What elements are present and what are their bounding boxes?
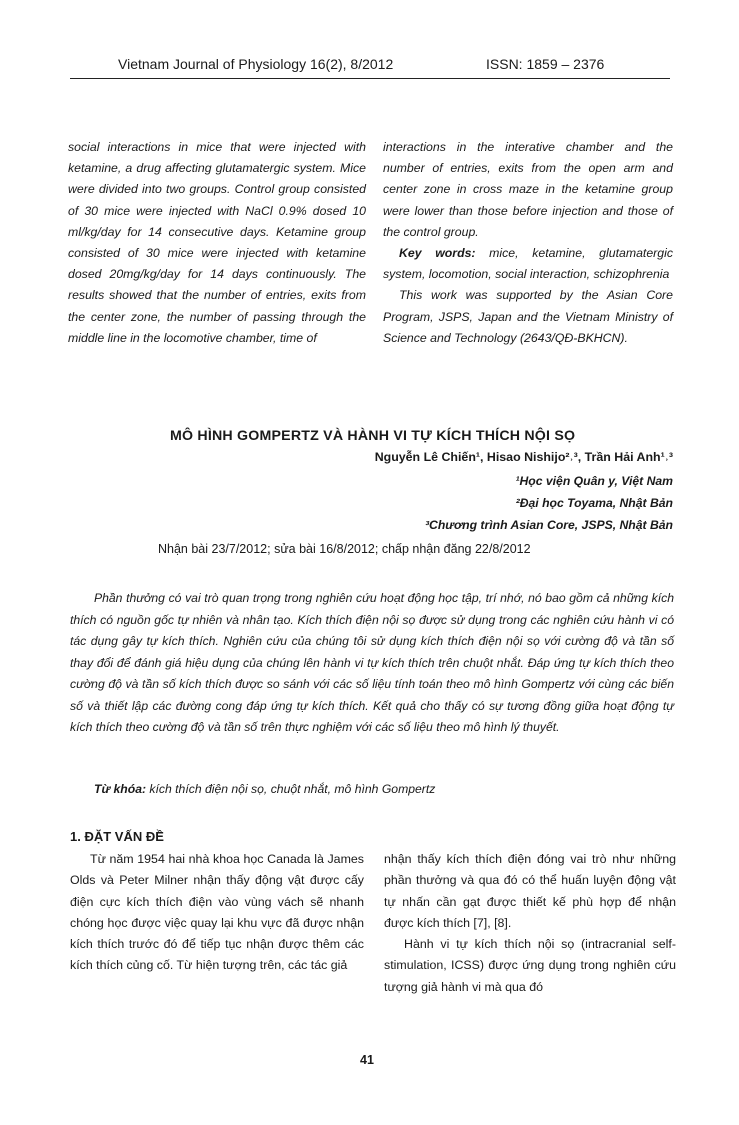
body-right-column bbox=[384, 849, 676, 998]
vietnamese-keywords-label: Từ khóa: bbox=[94, 782, 147, 796]
english-abstract-continued: interactions in the interative chamber and the number of entries, exits from the open arm and center zone in cross maze in the ketamine group were lower than those before injection and those of the control group. bbox=[383, 140, 673, 239]
body-paragraph-continued: nhận thấy kích thích điện đóng vai trò như những phần thưởng và qua đó có thể huấn luyện động vật tự nhấn cần gạt được thiết kế phù hợp để nhận được kích thích [7], [8]. bbox=[384, 852, 676, 930]
vietnamese-abstract bbox=[70, 588, 674, 739]
body-paragraph: Hành vi tự kích thích nội sọ (intracranial self-stimulation, ICSS) được ứng dụng trong nghiên cứu tượng giả hành vi mà qua đó bbox=[384, 937, 676, 994]
english-keywords bbox=[383, 243, 673, 285]
article-title: MÔ HÌNH GOMPERTZ VÀ HÀNH VI TỰ KÍCH THÍCH NỘI SỌ bbox=[170, 428, 576, 444]
english-abstract-left-column bbox=[68, 137, 366, 349]
affiliation-1: ¹Học viện Quân y, Việt Nam bbox=[515, 474, 673, 488]
body-paragraph: Từ năm 1954 hai nhà khoa học Canada là James Olds và Peter Milner nhận thấy động vật được cấy điện cực kích thích điện vào vùng vách sẽ nhanh chóng học được việc quay lại khu vực đã được nhận kích thích trước đó để tiếp tục nhận được thêm các kích thích củng cố. Từ hiện tượng trên, các tác giả bbox=[70, 852, 364, 973]
english-abstract-text: social interactions in mice that were injected with ketamine, a drug affecting glutamatergic system. Mice were divided into two groups. Control group consisted of 30 mice were injected with NaCl 0.9% dosed 10 ml/kg/day for 14 consecutive days. Ketamine group consisted of 30 mice were injected with ketamine dosed 20mg/kg/day for 14 days continuously. The results showed that the number of entries, exits from the center zone, the number of passing through the middle line in the locomotive chamber, time of bbox=[68, 140, 366, 345]
journal-name: Vietnam Journal of Physiology 16(2), 8/2012 bbox=[118, 56, 394, 72]
received-dates: Nhận bài 23/7/2012; sửa bài 16/8/2012; chấp nhận đăng 22/8/2012 bbox=[158, 542, 531, 556]
body-left-column bbox=[70, 849, 364, 977]
english-abstract-right-column bbox=[383, 137, 673, 349]
author-list: Nguyễn Lê Chiến¹, Hisao Nishijo²˒³, Trần Hải Anh¹˒³ bbox=[374, 450, 673, 464]
section-heading: 1. ĐẶT VẤN ĐỀ bbox=[70, 829, 164, 844]
page-number: 41 bbox=[360, 1053, 374, 1067]
affiliation-3: ³Chương trình Asian Core, JSPS, Nhật Bản bbox=[424, 518, 673, 532]
english-keywords-label: Key words: bbox=[399, 246, 476, 261]
issn: ISSN: 1859 – 2376 bbox=[486, 56, 605, 72]
funding-note: This work was supported by the Asian Core Program, JSPS, Japan and the Vietnam Ministry of Science and Technology (2643/QĐ-BKHCN). bbox=[383, 288, 673, 345]
vietnamese-keywords bbox=[94, 782, 435, 796]
affiliation-2: ²Đại học Toyama, Nhật Bản bbox=[515, 496, 673, 510]
english-keywords-list: mice, ketamine, glutamatergic system, locomotion, social interaction, schizophrenia bbox=[383, 246, 673, 282]
vietnamese-abstract-text: Phần thưởng có vai trò quan trọng trong nghiên cứu hoạt động học tập, trí nhớ, nó bao gồm cả những kích thích có nguồn gốc tự nhiên và nhân tạo. Kích thích điện nội sọ được sử dụng trong các nghiên cứu hành vi có tác dụng gây tự kích thích. Nghiên cứu của chúng tôi sử dụng kích thích điện nội sọ với cường độ và tần số thay đổi để đánh giá hiệu dụng của chúng lên hành vi tự kích thích trên chuột nhắt. Đáp ứng tự kích thích theo cường độ và tần số kích thích được so sánh với các số liệu tính toán theo mô hình Gompertz với cùng các biến số và thiết lập các đường cong đáp ứng tự kích thích. Kết quả cho thấy có sự tương đồng giữa hoạt động tự kích thích theo cường độ và tần số trên thực nghiệm với các số liệu theo mô hình lý thuyết. bbox=[70, 591, 674, 734]
running-header bbox=[70, 52, 670, 79]
vietnamese-keywords-list: kích thích điện nội sọ, chuột nhắt, mô hình Gompertz bbox=[146, 782, 436, 796]
